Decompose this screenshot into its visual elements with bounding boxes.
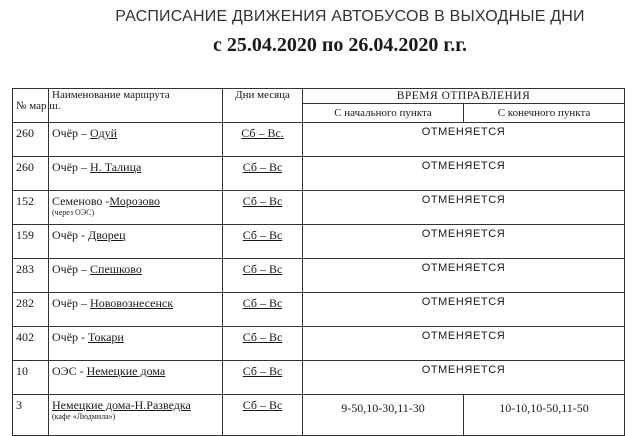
header-route-number: № мар ш. xyxy=(13,89,49,123)
table-row xyxy=(13,259,625,293)
route-status: ОТМЕНЯЕТСЯ xyxy=(303,327,625,361)
route-days-start: Сб xyxy=(242,194,257,208)
route-days xyxy=(223,259,303,293)
route-status: ОТМЕНЯЕТСЯ xyxy=(303,259,625,293)
route-days-end: – Вс xyxy=(256,296,283,310)
header-from-end: С конечного пункта xyxy=(464,104,625,123)
route-days-start: Сб xyxy=(242,296,257,310)
route-days-start: Сб xyxy=(242,330,257,344)
route-name xyxy=(49,259,223,293)
route-name-prefix: Очёр – xyxy=(52,126,91,140)
header-days: Дни месяца xyxy=(223,89,303,123)
route-number: 152 xyxy=(13,191,49,225)
schedule-title: РАСПИСАНИЕ ДВИЖЕНИЯ АВТОБУСОВ В ВЫХОДНЫЕ ДНИ xyxy=(115,8,585,25)
route-name-destination: Морозово xyxy=(109,194,161,208)
route-status: ОТМЕНЯЕТСЯ xyxy=(303,361,625,395)
route-name-prefix: Семеново - xyxy=(52,194,110,208)
table-row xyxy=(13,293,625,327)
route-days-start: Сб xyxy=(242,160,257,174)
route-days xyxy=(223,123,303,157)
route-number: 3 xyxy=(13,395,49,436)
route-days xyxy=(223,327,303,361)
table-row xyxy=(13,395,625,436)
route-days-end: – Вс xyxy=(256,398,283,412)
schedule-table xyxy=(12,88,625,436)
route-name xyxy=(49,123,223,157)
route-status: ОТМЕНЯЕТСЯ xyxy=(303,123,625,157)
route-name-destination: Одуй xyxy=(90,126,118,140)
route-days-start: Сб xyxy=(242,398,257,412)
route-days-start: Сб xyxy=(242,228,257,242)
route-days-start: Сб xyxy=(241,126,256,140)
route-days-end: – Вс xyxy=(256,330,283,344)
route-days xyxy=(223,293,303,327)
route-name-prefix: Очёр – xyxy=(52,160,91,174)
route-name-prefix: Очёр - xyxy=(52,330,89,344)
route-days-end: – Вс. xyxy=(255,126,284,140)
route-status: ОТМЕНЯЕТСЯ xyxy=(303,191,625,225)
route-name xyxy=(49,157,223,191)
departure-end-times: 10-10,10-50,11-50 xyxy=(464,395,625,436)
schedule-date-range: с 25.04.2020 по 26.04.2020 г.г. xyxy=(212,34,468,56)
header-from-start: С начального пункта xyxy=(303,104,464,123)
route-note: (через ОЭС) xyxy=(52,208,95,217)
route-name xyxy=(49,293,223,327)
route-number: 10 xyxy=(13,361,49,395)
route-days-end: – Вс xyxy=(256,194,283,208)
route-days-start: Сб xyxy=(242,262,257,276)
table-row xyxy=(13,157,625,191)
route-name-destination: Токари xyxy=(88,330,124,344)
route-days-end: – Вс xyxy=(256,160,283,174)
route-days-end: – Вс xyxy=(256,364,283,378)
route-days xyxy=(223,361,303,395)
table-row xyxy=(13,361,625,395)
route-number: 260 xyxy=(13,123,49,157)
route-days xyxy=(223,395,303,436)
table-row xyxy=(13,225,625,259)
route-days-end: – Вс xyxy=(256,262,283,276)
route-name-destination: Нововознесенск xyxy=(90,296,174,310)
route-number: 260 xyxy=(13,157,49,191)
route-number: 282 xyxy=(13,293,49,327)
route-number: 402 xyxy=(13,327,49,361)
route-name xyxy=(49,225,223,259)
route-name-destination: Н. Талица xyxy=(90,160,142,174)
route-name xyxy=(49,361,223,395)
route-name xyxy=(49,327,223,361)
route-status: ОТМЕНЯЕТСЯ xyxy=(303,293,625,327)
route-name-prefix: Очёр – xyxy=(52,262,91,276)
route-name xyxy=(49,191,223,225)
table-row xyxy=(13,123,625,157)
table-row xyxy=(13,191,625,225)
route-name-prefix: ОЭС - xyxy=(52,364,87,378)
route-days-start: Сб xyxy=(242,364,257,378)
departure-start-times: 9-50,10-30,11-30 xyxy=(303,395,464,436)
route-name-destination: Немецкие дома-Н.Разведка xyxy=(52,398,191,412)
route-name-destination: Немецкие дома xyxy=(86,364,166,378)
route-name xyxy=(49,395,223,436)
table-row xyxy=(13,327,625,361)
route-note: (кафе «Людмила») xyxy=(52,412,116,421)
route-status: ОТМЕНЯЕТСЯ xyxy=(303,225,625,259)
route-name-destination: Дворец xyxy=(88,228,126,242)
route-name-prefix: Очёр – xyxy=(52,296,91,310)
route-number: 283 xyxy=(13,259,49,293)
route-name-prefix: Очёр - xyxy=(52,228,89,242)
header-departure-time: ВРЕМЯ ОТПРАВЛЕНИЯ xyxy=(303,89,625,104)
header-route-name: Наименование маршрута xyxy=(49,89,223,123)
route-days-end: – Вс xyxy=(256,228,283,242)
route-number: 159 xyxy=(13,225,49,259)
route-days xyxy=(223,157,303,191)
route-name-destination: Спешково xyxy=(90,262,142,276)
route-days xyxy=(223,191,303,225)
route-status: ОТМЕНЯЕТСЯ xyxy=(303,157,625,191)
route-days xyxy=(223,225,303,259)
